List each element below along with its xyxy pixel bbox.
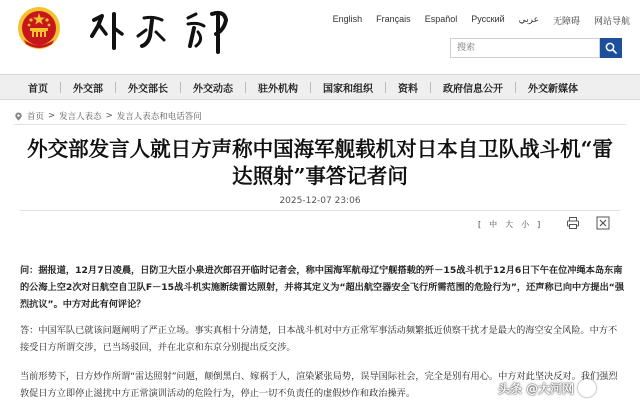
breadcrumb-current[interactable]: 发言人表态和电话答问	[116, 112, 202, 122]
site-map-link[interactable]: 网站导航	[593, 16, 630, 26]
language-bar	[333, 14, 630, 27]
ministry-calligraphy-logo[interactable]	[84, 6, 244, 56]
nav-divider	[180, 82, 181, 93]
nav-item-diplomatic-news[interactable]: 外交动态	[193, 83, 233, 95]
article-answer-1: 答：中国军队已就该问题阐明了严正立场。事实真相十分清楚，日本战斗机对中方正常军事活动频繁抵近侦察干扰才是最大的海空安全风险。中方不接受日方所谓交涉，已当场驳回，并在北京和东京分别提出反交涉。	[20, 325, 618, 353]
watermark-logo-icon	[578, 379, 596, 397]
nav-item-countries-organizations[interactable]: 国家和组织	[323, 83, 373, 95]
accessibility-link[interactable]: 无障碍	[552, 16, 580, 26]
national-emblem-icon[interactable]	[16, 4, 62, 52]
nav-divider	[430, 82, 431, 93]
nav-divider	[515, 82, 516, 93]
article-question: 问：据报道，12月7日凌晨，日防卫大臣小泉进次郎召开临时记者会，称中国海军航母辽宁舰搭载的歼－15战斗机于12月6日下午在位冲绳本岛东南的公海上空2次对日航空自卫队F－15战斗机实施断续雷达照射，并将其定义为“超出航空器安全飞行所需范围的危险行为”，还声称已向中方提出“强烈抗议”。中方对此有何评论？	[20, 265, 625, 310]
search-button[interactable]	[600, 38, 622, 58]
search-icon	[605, 42, 617, 54]
lang-english[interactable]: English	[332, 14, 363, 24]
breadcrumb-separator: >	[105, 111, 113, 121]
nav-divider	[385, 82, 386, 93]
close-page-icon[interactable]	[596, 216, 610, 230]
bracket-close: ]	[537, 220, 541, 229]
site-header	[0, 0, 640, 74]
print-icon[interactable]	[566, 216, 580, 230]
search-input[interactable]	[450, 38, 600, 58]
nav-divider	[60, 82, 61, 93]
lang-russian[interactable]: Русский	[471, 14, 505, 24]
nav-item-minister[interactable]: 外交部长	[128, 83, 168, 95]
lang-arabic[interactable]: عربي	[518, 14, 539, 24]
divider	[20, 210, 620, 211]
breadcrumb-home[interactable]: 首页	[27, 112, 45, 122]
article-answer-2: 当前形势下，日方炒作所谓“雷达照射”问题，颠倒黑白、嫁祸于人，渲染紧张局势，误导国际社会，完全是别有用心。中方对此坚决反对。我们强烈敦促日方立即停止滋扰中方正常演训活动的危险行为，停止一切不负责任的虚假炒作和政治操弄。	[20, 371, 618, 399]
nav-item-home[interactable]: 首页	[28, 83, 48, 95]
font-size-large[interactable]: 大	[505, 220, 514, 229]
nav-divider	[245, 82, 246, 93]
breadcrumb	[14, 110, 202, 122]
font-size-small[interactable]: 小	[521, 220, 530, 229]
nav-item-resources[interactable]: 资料	[398, 83, 418, 95]
lang-spanish[interactable]: Español	[424, 14, 458, 24]
nav-item-missions-abroad[interactable]: 驻外机构	[258, 83, 298, 95]
nav-divider	[310, 82, 311, 93]
nav-item-new-media[interactable]: 外交新媒体	[528, 83, 578, 95]
bracket-open: [	[478, 220, 482, 229]
divider	[14, 124, 626, 125]
lang-french[interactable]: Français	[376, 14, 411, 24]
watermark	[498, 379, 596, 397]
location-icon	[14, 112, 23, 121]
watermark-text: 头条 @大河网	[498, 381, 575, 396]
nav-item-government-info[interactable]: 政府信息公开	[443, 83, 503, 95]
nav-item-ministry[interactable]: 外交部	[73, 83, 103, 95]
font-size-controls	[478, 219, 540, 230]
breadcrumb-spokesperson[interactable]: 发言人表态	[59, 112, 102, 122]
main-nav	[0, 74, 640, 100]
article-date: 2025-12-07 23:06	[279, 196, 361, 206]
article-title: 外交部发言人就日方声称中国海军舰载机对日本自卫队战斗机“雷达照射”事答记者问	[27, 137, 613, 188]
breadcrumb-separator: >	[48, 111, 56, 121]
font-size-medium[interactable]: 中	[489, 220, 498, 229]
nav-divider	[115, 82, 116, 93]
